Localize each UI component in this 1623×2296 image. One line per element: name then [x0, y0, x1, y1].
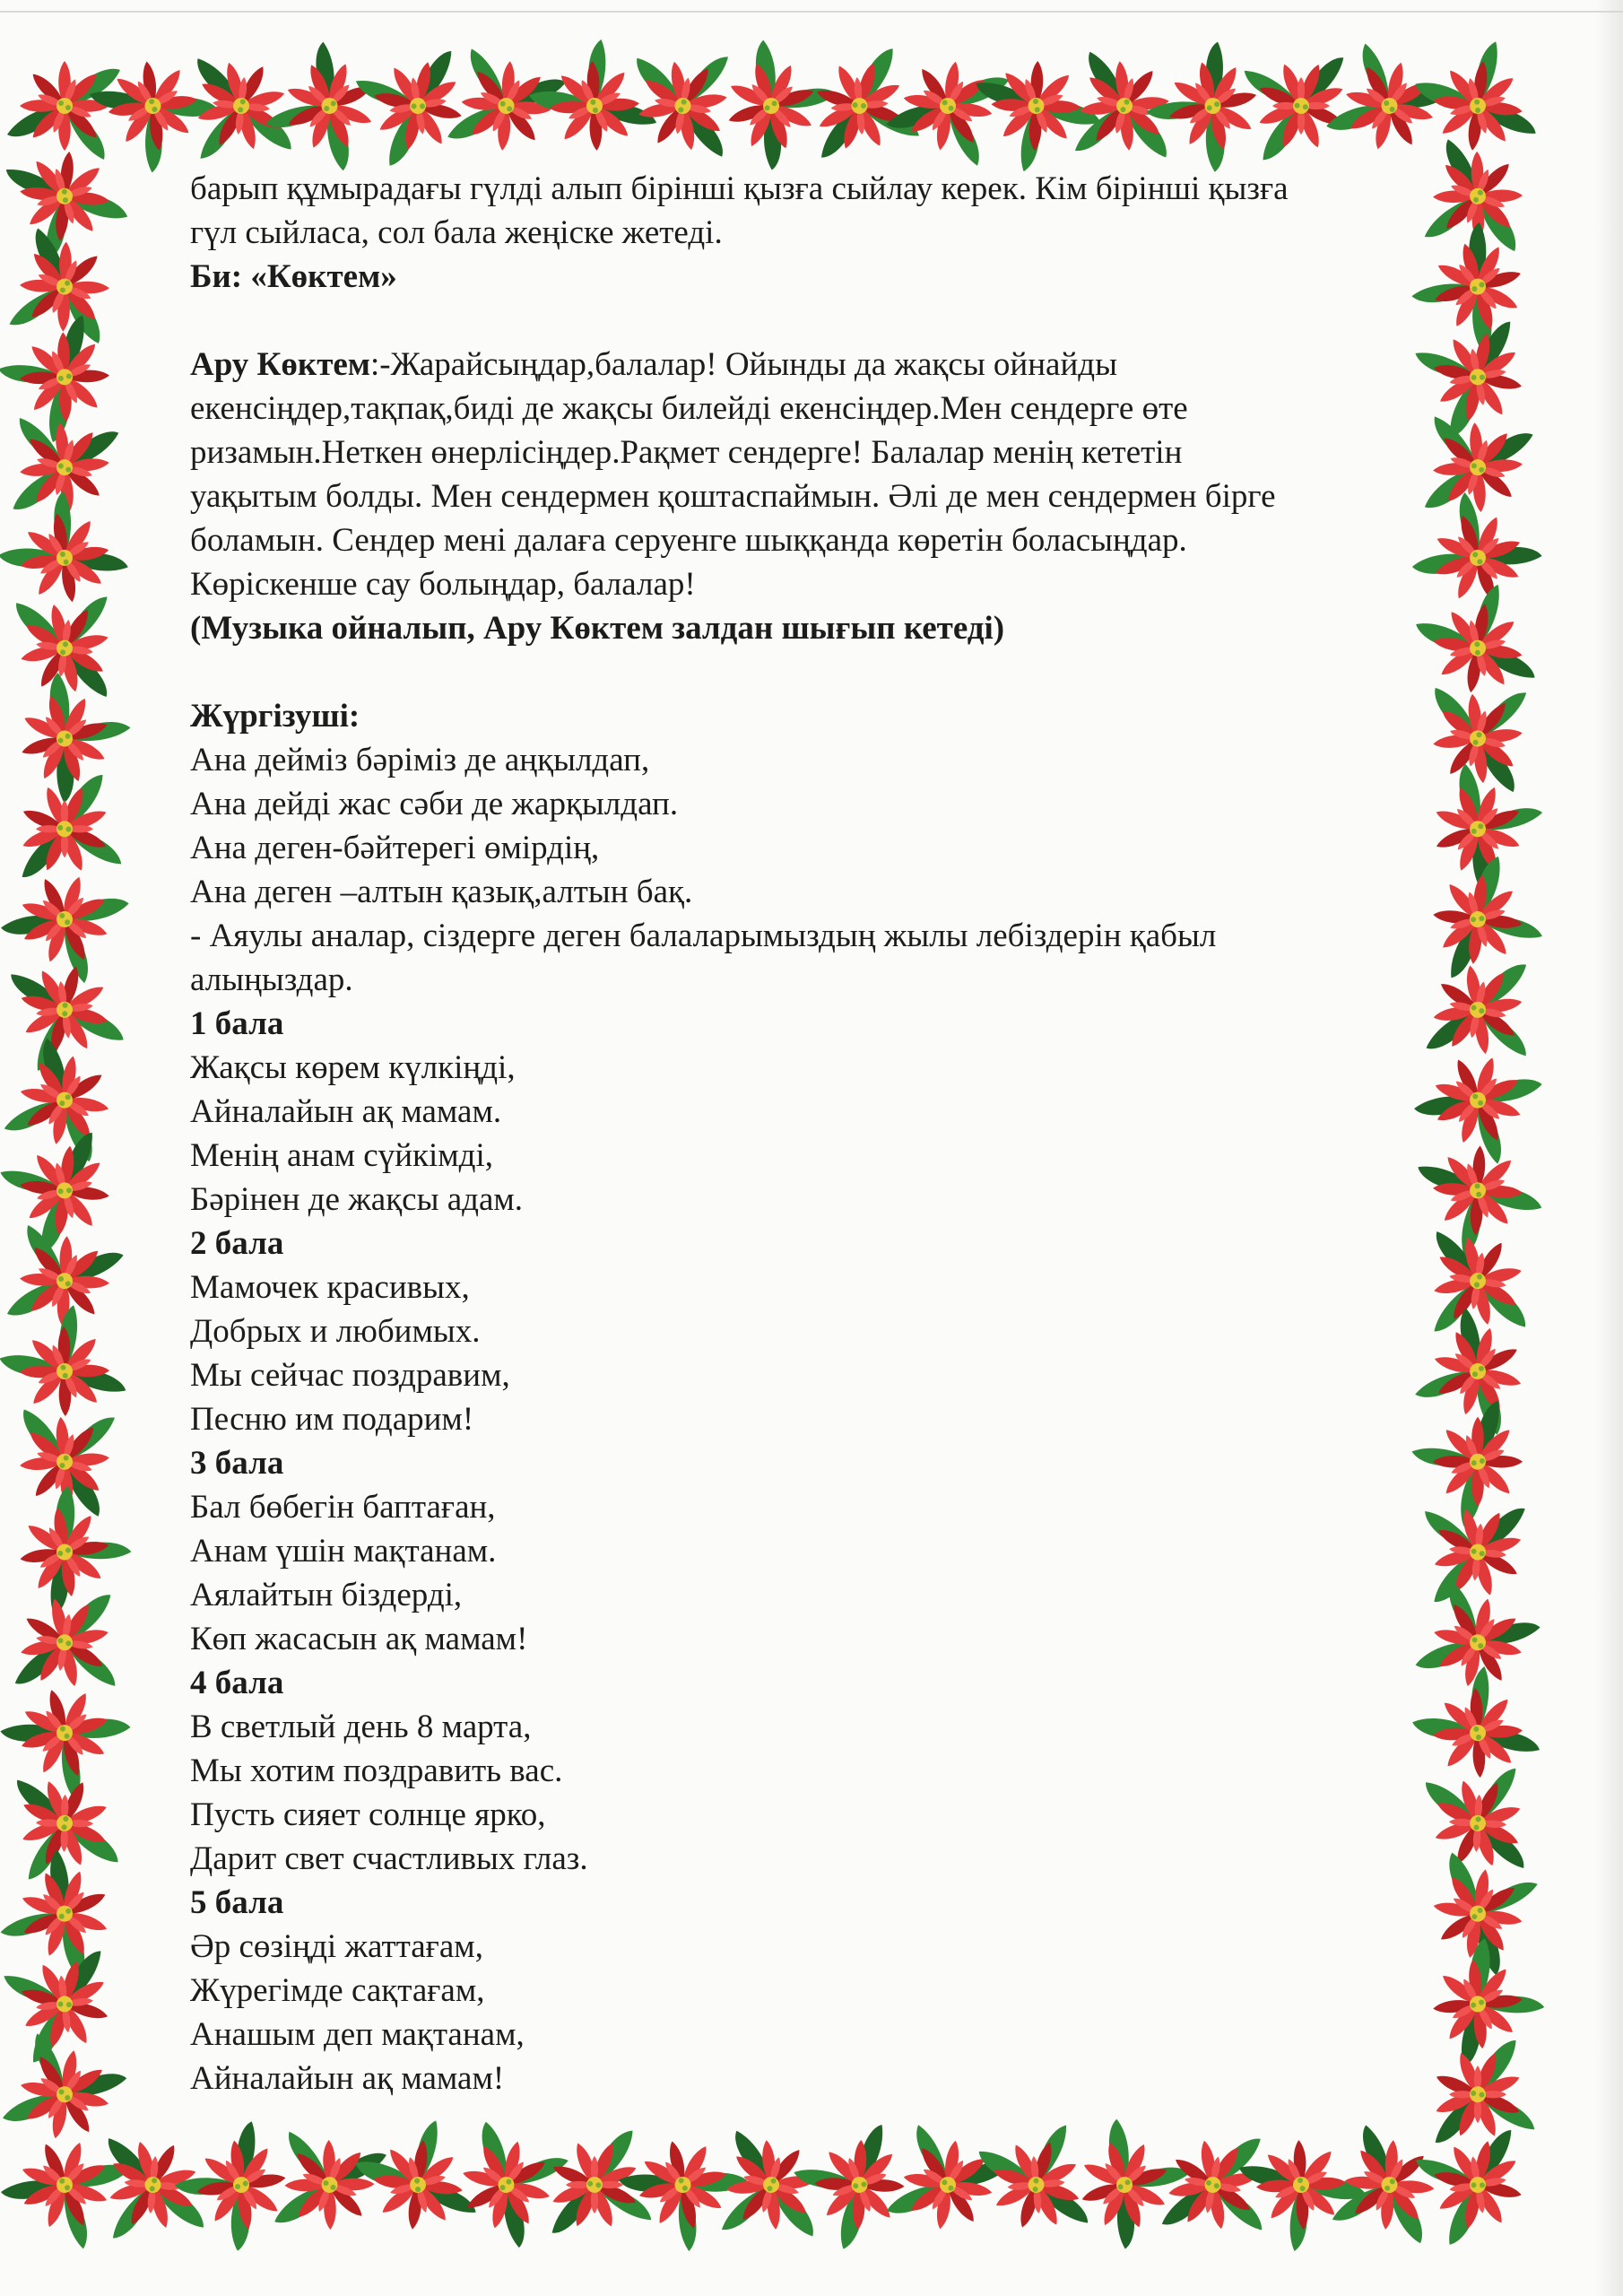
poem-line: Бал бөбегін баптаған, — [190, 1489, 496, 1526]
poinsettia-flower-icon — [1402, 2109, 1550, 2252]
poem-line: Песню им подарим! — [190, 1401, 474, 1438]
poinsettia-flower-icon — [0, 858, 132, 988]
poinsettia-flower-icon — [273, 2130, 387, 2231]
host-line: Ана дейміз бәріміз де аңқылдап, — [190, 742, 650, 778]
poem-line: Жақсы көрем күлкіңді, — [190, 1049, 516, 1086]
poinsettia-flower-icon — [629, 41, 747, 171]
poinsettia-flower-icon — [523, 29, 673, 178]
host-line: Ана деген –алтын қазық,алтын бақ. — [190, 874, 693, 910]
poem-title: 3 бала — [190, 1445, 284, 1482]
blank-line — [190, 650, 1463, 694]
poem-line: Дарит свет счастливых глаз. — [190, 1840, 588, 1877]
poem-5 — [190, 1881, 1463, 2100]
poem-2 — [190, 1222, 1463, 1441]
poinsettia-flower-icon — [885, 2122, 1013, 2239]
poinsettia-flower-icon — [7, 581, 130, 715]
speaker-name: Ару Көктем — [190, 346, 371, 383]
poem-line: Мамочек красивых, — [190, 1269, 470, 1306]
host-line: алыңыздар. — [190, 961, 353, 998]
speech-line: боламын. Сендер мені далаға серуенге шыққанда көретін боласыңдар. — [190, 522, 1187, 559]
host-label: Жүргізуші: — [190, 698, 360, 735]
poem-3 — [190, 1441, 1463, 1661]
poem-line: Көп жасасын ақ мамам! — [190, 1621, 528, 1657]
poem-title: 1 бала — [190, 1005, 284, 1042]
poem-line: Пусть сияет солнце ярко, — [190, 1796, 546, 1833]
document-body — [190, 167, 1463, 2100]
poinsettia-flower-icon — [0, 937, 131, 1084]
poem-line: В светлый день 8 марта, — [190, 1709, 532, 1745]
intro-line: гүл сыйласа, сол бала жеңіске жетеді. — [190, 214, 723, 251]
speech-line: Көріскенше сау болыңдар, балалар! — [190, 566, 696, 603]
poinsettia-flower-icon — [259, 33, 392, 174]
poem-line: Жүрегімде сақтағам, — [190, 1972, 485, 2009]
poinsettia-flower-icon — [1065, 44, 1176, 167]
poinsettia-flower-icon — [1, 1033, 119, 1163]
host-line: - Аяулы аналар, сіздерге деген балаларымыздың жылы лебіздерін қабыл — [190, 918, 1217, 954]
poinsettia-flower-icon — [0, 669, 138, 814]
poem-line: Айналайын ақ мамам. — [190, 1093, 502, 1130]
poinsettia-flower-icon — [0, 1294, 143, 1444]
poem-line: Менің анам сүйкімді, — [190, 1137, 494, 1174]
poem-line: Бәрінен де жақсы адам. — [190, 1181, 524, 1218]
intro-line: барып құмырадағы гүлді алып бірінші қызға сыйлау керек. Кім бірінші қызға — [190, 170, 1289, 207]
poem-title: 2 бала — [190, 1225, 284, 1262]
poem-title: 5 бала — [190, 1884, 284, 1921]
poinsettia-flower-icon — [1229, 34, 1371, 168]
poinsettia-flower-icon — [1222, 2113, 1372, 2262]
speech-line: уақытым болды. Мен сендермен қоштаспаймын. Әлі де мен сендермен бірге — [190, 478, 1276, 515]
poem-4 — [190, 1661, 1463, 1881]
poinsettia-flower-icon — [7, 61, 120, 160]
speech-line: екенсіңдер,тақпақ,биді де жақсы билейді екенсіңдер.Мен сендерге өте — [190, 390, 1188, 427]
poinsettia-flower-icon — [971, 2111, 1110, 2257]
poem-line: Мы хотим поздравить вас. — [190, 1752, 563, 1789]
speech-line: ризамын.Неткен өнерлісіңдер.Рақмет сендерге! Балалар менің кететін — [190, 434, 1183, 471]
poem-title: 4 бала — [190, 1665, 284, 1701]
poinsettia-flower-icon — [0, 1587, 131, 1709]
poem-line: Аялайтын біздерді, — [190, 1577, 463, 1613]
poinsettia-flower-icon — [882, 52, 1011, 169]
poinsettia-flower-icon — [0, 1841, 126, 1981]
poem-1 — [190, 1002, 1463, 1222]
poinsettia-flower-icon — [0, 1481, 141, 1631]
stage-direction: (Музыка ойналып, Ару Көктем залдан шығып кетеді) — [190, 610, 1005, 647]
poem-line: Анам үшін мақтанам. — [190, 1533, 497, 1570]
poem-line: Әр сөзіңді жаттағам, — [190, 1928, 483, 1965]
poem-line: Мы сейчас поздравим, — [190, 1357, 510, 1394]
dance-heading: Би: «Көктем» — [190, 258, 397, 295]
poem-line: Анашым деп мақтанам, — [190, 2016, 525, 2053]
poinsettia-flower-icon — [448, 2119, 573, 2254]
speech-line — [190, 343, 1463, 387]
poinsettia-flower-icon — [165, 2107, 311, 2257]
poinsettia-flower-icon — [1148, 2130, 1278, 2248]
host-line: Ана дейді жас сәби де жарқылдап. — [190, 786, 679, 822]
poem-line: Добрых и любимых. — [190, 1313, 481, 1350]
poinsettia-flower-icon — [0, 1113, 137, 1260]
poem-line: Айналайын ақ мамам! — [190, 2060, 505, 2097]
blank-line — [190, 299, 1463, 343]
host-line: Ана деген-бәйтерегі өмірдің, — [190, 830, 600, 866]
poinsettia-flower-icon — [1, 2031, 132, 2151]
poinsettia-flower-icon — [6, 1224, 125, 1328]
speech-text: :-Жарайсыңдар,балалар! Ойынды да жақсы ойнайды — [370, 346, 1117, 383]
